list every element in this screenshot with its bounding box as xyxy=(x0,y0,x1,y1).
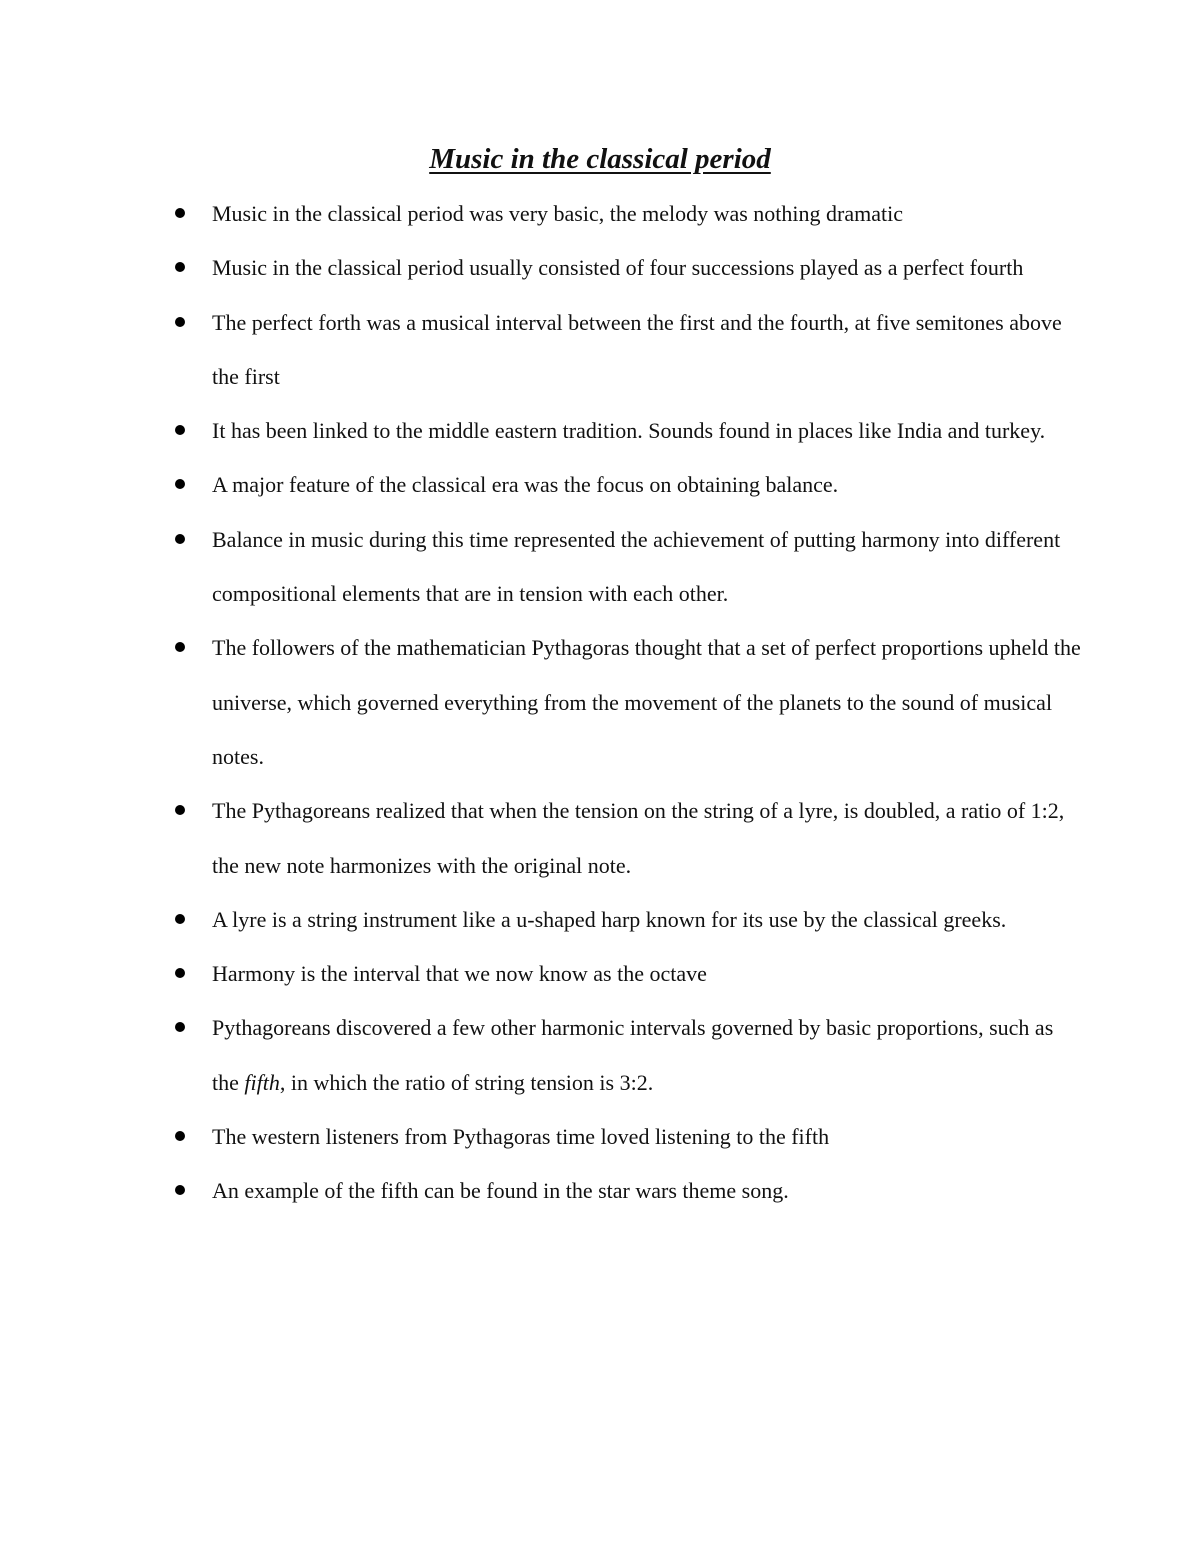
list-item xyxy=(0,784,1082,893)
list-item xyxy=(0,187,1082,241)
list-item-text: Music in the classical period usually consisted of four successions played as a perfect fourth xyxy=(212,255,1024,281)
bullet-icon xyxy=(175,1022,185,1032)
list-item xyxy=(0,1001,1082,1110)
bullet-icon xyxy=(175,1131,185,1141)
list-item xyxy=(0,1110,1082,1164)
italic-term: fifth xyxy=(244,1069,280,1095)
list-item xyxy=(0,296,1082,405)
bullet-icon xyxy=(175,425,185,435)
list-item xyxy=(0,513,1082,622)
bullet-icon xyxy=(175,914,185,924)
list-item xyxy=(0,458,1082,512)
list-item-text: The followers of the mathematician Pythagoras thought that a set of perfect proportions upheld the universe, which governed everything from the movement of the planets to the sound of musical notes. xyxy=(212,635,1081,769)
list-item xyxy=(0,404,1082,458)
bullet-list xyxy=(0,187,1200,1219)
list-item-text xyxy=(212,1015,1053,1094)
list-item-text: The perfect forth was a musical interval between the first and the fourth, at five semitones above the first xyxy=(212,309,1062,389)
list-item-text: Balance in music during this time represented the achievement of putting harmony into different compositional elements that are in tension with each other. xyxy=(212,526,1061,607)
list-item-text: Music in the classical period was very basic, the melody was nothing dramatic xyxy=(212,201,903,226)
bullet-icon xyxy=(175,1185,185,1195)
list-item-text: The Pythagoreans realized that when the tension on the string of a lyre, is doubled, a ratio of 1:2, the new note harmonizes with the original note. xyxy=(212,798,1065,878)
list-item-text: A lyre is a string instrument like a u-shaped harp known for its use by the classical greeks. xyxy=(212,906,1007,932)
list-item-text-part: , in which the ratio of string tension is 3:2. xyxy=(279,1069,654,1095)
document-title: Music in the classical period xyxy=(429,143,771,175)
bullet-icon xyxy=(175,534,185,544)
list-item-text-part: Pythagoreans discovered a few other harmonic intervals governed by basic proportions, such as the xyxy=(212,1015,1054,1095)
list-item xyxy=(0,947,1082,1001)
list-item-text: Harmony is the interval that we now know as the octave xyxy=(212,961,707,987)
bullet-icon xyxy=(175,208,185,218)
bullet-icon xyxy=(175,317,185,327)
list-item-text: The western listeners from Pythagoras time loved listening to the fifth xyxy=(212,1124,830,1150)
list-item xyxy=(0,241,1082,295)
bullet-icon xyxy=(175,642,185,652)
list-item xyxy=(0,1164,1082,1218)
bullet-icon xyxy=(175,262,185,272)
list-item xyxy=(0,893,1082,947)
list-item xyxy=(0,621,1082,784)
list-item-text: A major feature of the classical era was the focus on obtaining balance. xyxy=(212,472,839,498)
bullet-icon xyxy=(175,805,185,815)
list-item-text: It has been linked to the middle eastern tradition. Sounds found in places like India and turkey. xyxy=(212,418,1046,444)
list-item-text: An example of the fifth can be found in the star wars theme song. xyxy=(212,1178,789,1204)
bullet-icon xyxy=(175,479,185,489)
bullet-icon xyxy=(175,968,185,978)
